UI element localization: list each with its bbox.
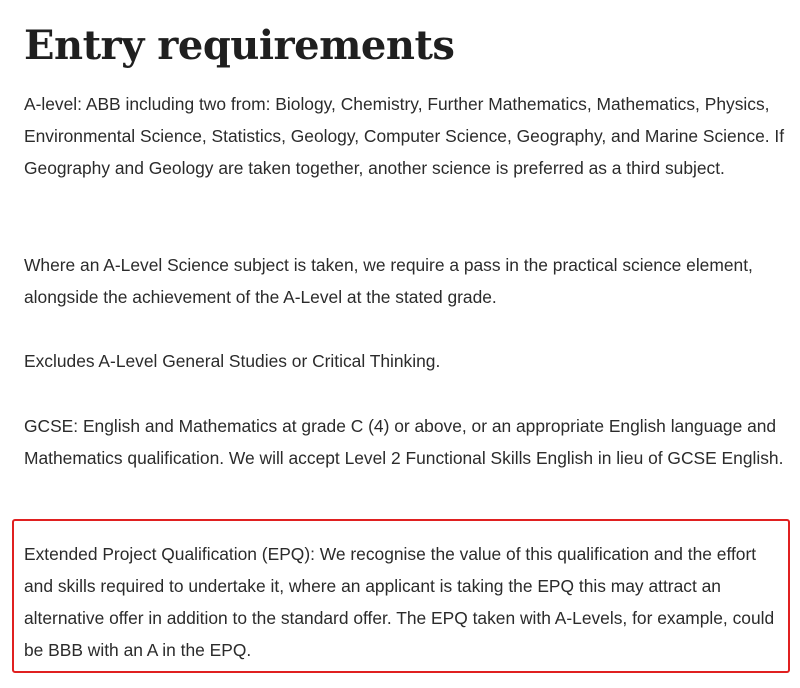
a-level-requirements-paragraph: A-level: ABB including two from: Biology, Chemistry, Further Mathematics, Mathematics, Physics, Environmental Science, Statistics, Geology, Computer Science, Geography, and Marine Science. If Geography and Geology are taken together, another science is preferred as a third subject.: [24, 94, 785, 178]
gcse-requirements-paragraph: GCSE: English and Mathematics at grade C (4) or above, or an appropriate English language and Mathematics qualification. We will accept Level 2 Functional Skills English in lieu of GCSE English.: [24, 416, 784, 468]
practical-science-paragraph: Where an A-Level Science subject is taken, we require a pass in the practical science element, alongside the achievement of the A-Level at the stated grade.: [24, 255, 753, 307]
page-title: Entry requirements: [24, 22, 455, 69]
entry-requirements-section: [24, 0, 794, 660]
epq-paragraph: Extended Project Qualification (EPQ): We recognise the value of this qualification and the effort and skills required to undertake it, where an applicant is taking the EPQ this may attract an alternative offer in addition to the standard offer. The EPQ taken with A-Levels, for example, could be BBB with an A in the EPQ.: [24, 544, 775, 660]
epq-highlight-box: [12, 519, 790, 673]
exclusions-paragraph: Excludes A-Level General Studies or Critical Thinking.: [24, 351, 441, 371]
